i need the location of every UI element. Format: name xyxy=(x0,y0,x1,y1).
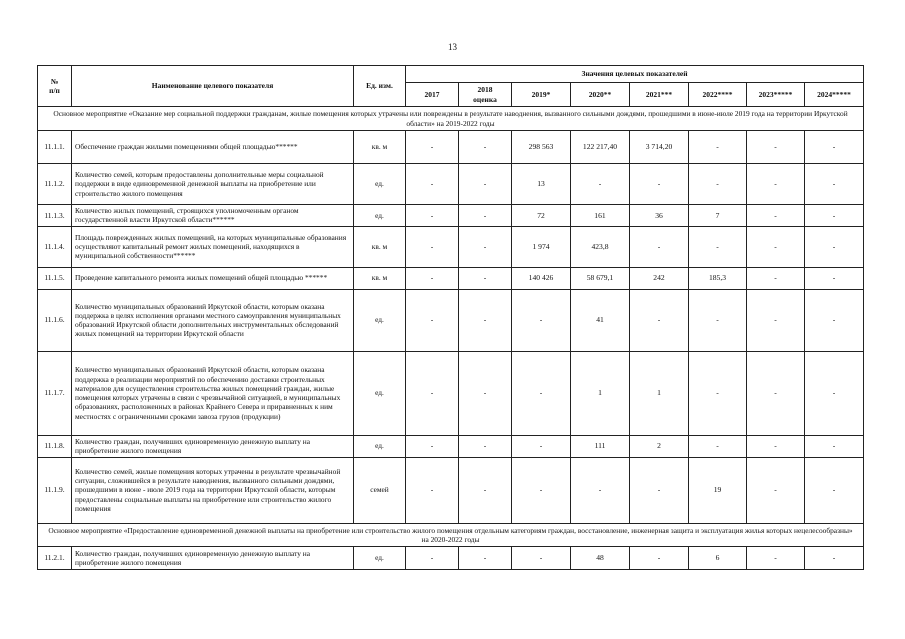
header-year: 2023***** xyxy=(747,83,805,107)
indicator-name: Проведение капитального ремонта жилых помещений общей площадью ****** xyxy=(72,267,354,289)
table-row xyxy=(38,164,864,205)
value-cell: - xyxy=(805,164,864,205)
value-cell: 1 974 xyxy=(512,226,571,267)
unit-cell: кв. м xyxy=(354,267,406,289)
table-row xyxy=(38,289,864,351)
indicator-name: Площадь поврежденных жилых помещений, на которых муниципальные образования осуществляют капитальный ремонт жилых помещений, находящихся в муниципальной собственности****** xyxy=(72,226,354,267)
value-cell: 58 679,1 xyxy=(571,267,630,289)
value-cell: - xyxy=(459,164,512,205)
value-cell: - xyxy=(630,164,689,205)
value-cell: - xyxy=(571,164,630,205)
value-cell: 161 xyxy=(571,205,630,227)
header-year: 2022**** xyxy=(689,83,747,107)
value-cell: 1 xyxy=(571,351,630,435)
value-cell: - xyxy=(630,289,689,351)
value-cell: - xyxy=(406,457,459,523)
value-cell: - xyxy=(459,547,512,570)
value-cell: - xyxy=(459,457,512,523)
value-cell: - xyxy=(689,435,747,457)
table-row xyxy=(38,547,864,570)
header-unit: Ед. изм. xyxy=(354,66,406,107)
value-cell: - xyxy=(406,131,459,164)
page-number: 13 xyxy=(448,42,457,52)
target-indicators-table xyxy=(37,65,864,570)
table-row xyxy=(38,457,864,523)
value-cell: - xyxy=(747,457,805,523)
value-cell: - xyxy=(747,267,805,289)
indicator-name: Обеспечение граждан жилыми помещениями общей площадью****** xyxy=(72,131,354,164)
table-row xyxy=(38,205,864,227)
value-cell: - xyxy=(747,131,805,164)
value-cell: - xyxy=(805,457,864,523)
value-cell: 423,8 xyxy=(571,226,630,267)
value-cell: - xyxy=(630,457,689,523)
table-row xyxy=(38,267,864,289)
value-cell: - xyxy=(689,226,747,267)
value-cell: - xyxy=(571,457,630,523)
unit-cell: ед. xyxy=(354,351,406,435)
header-name: Наименование целевого показателя xyxy=(72,66,354,107)
unit-cell: ед. xyxy=(354,289,406,351)
value-cell: - xyxy=(459,289,512,351)
indicator-name: Количество семей, которым предоставлены дополнительные меры социальной поддержки в виде единовременной денежной выплаты на приобретение или строительство жилого помещения xyxy=(72,164,354,205)
value-cell: 48 xyxy=(571,547,630,570)
value-cell: - xyxy=(512,435,571,457)
row-number: 11.1.5. xyxy=(38,267,72,289)
unit-cell: кв. м xyxy=(354,131,406,164)
section-row xyxy=(38,107,864,131)
indicator-name: Количество граждан, получивших единовременную денежную выплату на приобретение жилого помещения xyxy=(72,547,354,570)
value-cell: - xyxy=(406,351,459,435)
value-cell: - xyxy=(689,164,747,205)
table-row xyxy=(38,435,864,457)
value-cell: - xyxy=(459,435,512,457)
row-number: 11.1.1. xyxy=(38,131,72,164)
value-cell: - xyxy=(630,226,689,267)
value-cell: - xyxy=(805,289,864,351)
value-cell: - xyxy=(459,205,512,227)
value-cell: - xyxy=(406,547,459,570)
table-row xyxy=(38,351,864,435)
value-cell: - xyxy=(747,547,805,570)
unit-cell: ед. xyxy=(354,205,406,227)
value-cell: - xyxy=(747,226,805,267)
row-number: 11.1.7. xyxy=(38,351,72,435)
header-values-group: Значения целевых показателей xyxy=(406,66,864,83)
value-cell: 36 xyxy=(630,205,689,227)
value-cell: - xyxy=(805,205,864,227)
value-cell: 7 xyxy=(689,205,747,227)
value-cell: 13 xyxy=(512,164,571,205)
value-cell: - xyxy=(406,205,459,227)
row-number: 11.2.1. xyxy=(38,547,72,570)
row-number: 11.1.8. xyxy=(38,435,72,457)
value-cell: - xyxy=(406,226,459,267)
value-cell: - xyxy=(805,131,864,164)
value-cell: 111 xyxy=(571,435,630,457)
table-row xyxy=(38,131,864,164)
value-cell: 19 xyxy=(689,457,747,523)
value-cell: 122 217,40 xyxy=(571,131,630,164)
value-cell: - xyxy=(406,435,459,457)
unit-cell: кв. м xyxy=(354,226,406,267)
value-cell: - xyxy=(805,547,864,570)
unit-cell: ед. xyxy=(354,547,406,570)
header-year: 2020** xyxy=(571,83,630,107)
value-cell: - xyxy=(512,289,571,351)
value-cell: - xyxy=(689,131,747,164)
unit-cell: ед. xyxy=(354,164,406,205)
value-cell: - xyxy=(406,267,459,289)
value-cell: - xyxy=(512,351,571,435)
value-cell: - xyxy=(747,435,805,457)
unit-cell: семей xyxy=(354,457,406,523)
value-cell: - xyxy=(689,351,747,435)
header-year: 2018 оценка xyxy=(459,83,512,107)
value-cell: - xyxy=(747,289,805,351)
value-cell: - xyxy=(459,131,512,164)
header-num: № п/п xyxy=(38,66,72,107)
header-year: 2017 xyxy=(406,83,459,107)
value-cell: 298 563 xyxy=(512,131,571,164)
value-cell: 1 xyxy=(630,351,689,435)
unit-cell: ед. xyxy=(354,435,406,457)
value-cell: - xyxy=(512,547,571,570)
value-cell: - xyxy=(747,164,805,205)
section-title: Основное мероприятие «Оказание мер социальной поддержки гражданам, жилые помещения которых утрачены или повреждены в результате наводнения, вызванного сильными дождями, прошедшими в июне-июле 2019 года на территории Иркутской области» на 2019-2022 годы xyxy=(38,107,864,131)
value-cell: 242 xyxy=(630,267,689,289)
value-cell: - xyxy=(805,351,864,435)
value-cell: - xyxy=(406,289,459,351)
value-cell: - xyxy=(805,267,864,289)
header-year: 2024***** xyxy=(805,83,864,107)
header-year: 2021*** xyxy=(630,83,689,107)
row-number: 11.1.4. xyxy=(38,226,72,267)
value-cell: - xyxy=(459,267,512,289)
indicator-name: Количество муниципальных образований Иркутской области, которым оказана поддержка в целях исполнения органами местного самоуправления муниципальных образований Иркутской области дополнительных инструментальных обследований жилых помещений на территории Иркутской области xyxy=(72,289,354,351)
section-title: Основное мероприятие «Предоставление единовременной денежной выплаты на приобретение или строительство жилого помещения отдельным категориям граждан, восстановление, инженерная защита и эксплуатация жилья которых нецелесообразны» на 2020-2022 годы xyxy=(38,523,864,547)
value-cell: - xyxy=(805,435,864,457)
row-number: 11.1.6. xyxy=(38,289,72,351)
value-cell: - xyxy=(805,226,864,267)
indicator-name: Количество семей, жилые помещения которых утрачены в результате чрезвычайной ситуации, сложившейся в результате наводнения, вызванного сильными дождями, прошедшими в июне - июле 2019 года на территории Иркутской области, которым предоставлены социальные выплаты на приобретение или строительство жилого помещения xyxy=(72,457,354,523)
indicator-name: Количество граждан, получивших единовременную денежную выплату на приобретение жилого помещения xyxy=(72,435,354,457)
row-number: 11.1.2. xyxy=(38,164,72,205)
value-cell: - xyxy=(512,457,571,523)
section-row xyxy=(38,523,864,547)
table-row xyxy=(38,226,864,267)
value-cell: 2 xyxy=(630,435,689,457)
value-cell: - xyxy=(406,164,459,205)
value-cell: - xyxy=(747,351,805,435)
indicator-name: Количество муниципальных образований Иркутской области, которым оказана поддержка в реализации мероприятий по обеспечению доставки строительных материалов для осуществления строительства жилых помещений граждан, жилые помещения которых утрачены в связи с чрезвычайной ситуацией, в муниципальных образованиях, расположенных в районах Крайнего Севера и приравненных к ним местностях с ограниченными сроками завоза грузов (продукции) xyxy=(72,351,354,435)
value-cell: - xyxy=(689,289,747,351)
indicator-name: Количество жилых помещений, строящихся уполномоченным органом государственной власти Иркутской области****** xyxy=(72,205,354,227)
row-number: 11.1.9. xyxy=(38,457,72,523)
value-cell: - xyxy=(459,351,512,435)
value-cell: - xyxy=(747,205,805,227)
value-cell: - xyxy=(630,547,689,570)
value-cell: 72 xyxy=(512,205,571,227)
value-cell: 3 714,20 xyxy=(630,131,689,164)
value-cell: - xyxy=(459,226,512,267)
value-cell: 6 xyxy=(689,547,747,570)
row-number: 11.1.3. xyxy=(38,205,72,227)
value-cell: 185,3 xyxy=(689,267,747,289)
value-cell: 41 xyxy=(571,289,630,351)
header-year: 2019* xyxy=(512,83,571,107)
value-cell: 140 426 xyxy=(512,267,571,289)
